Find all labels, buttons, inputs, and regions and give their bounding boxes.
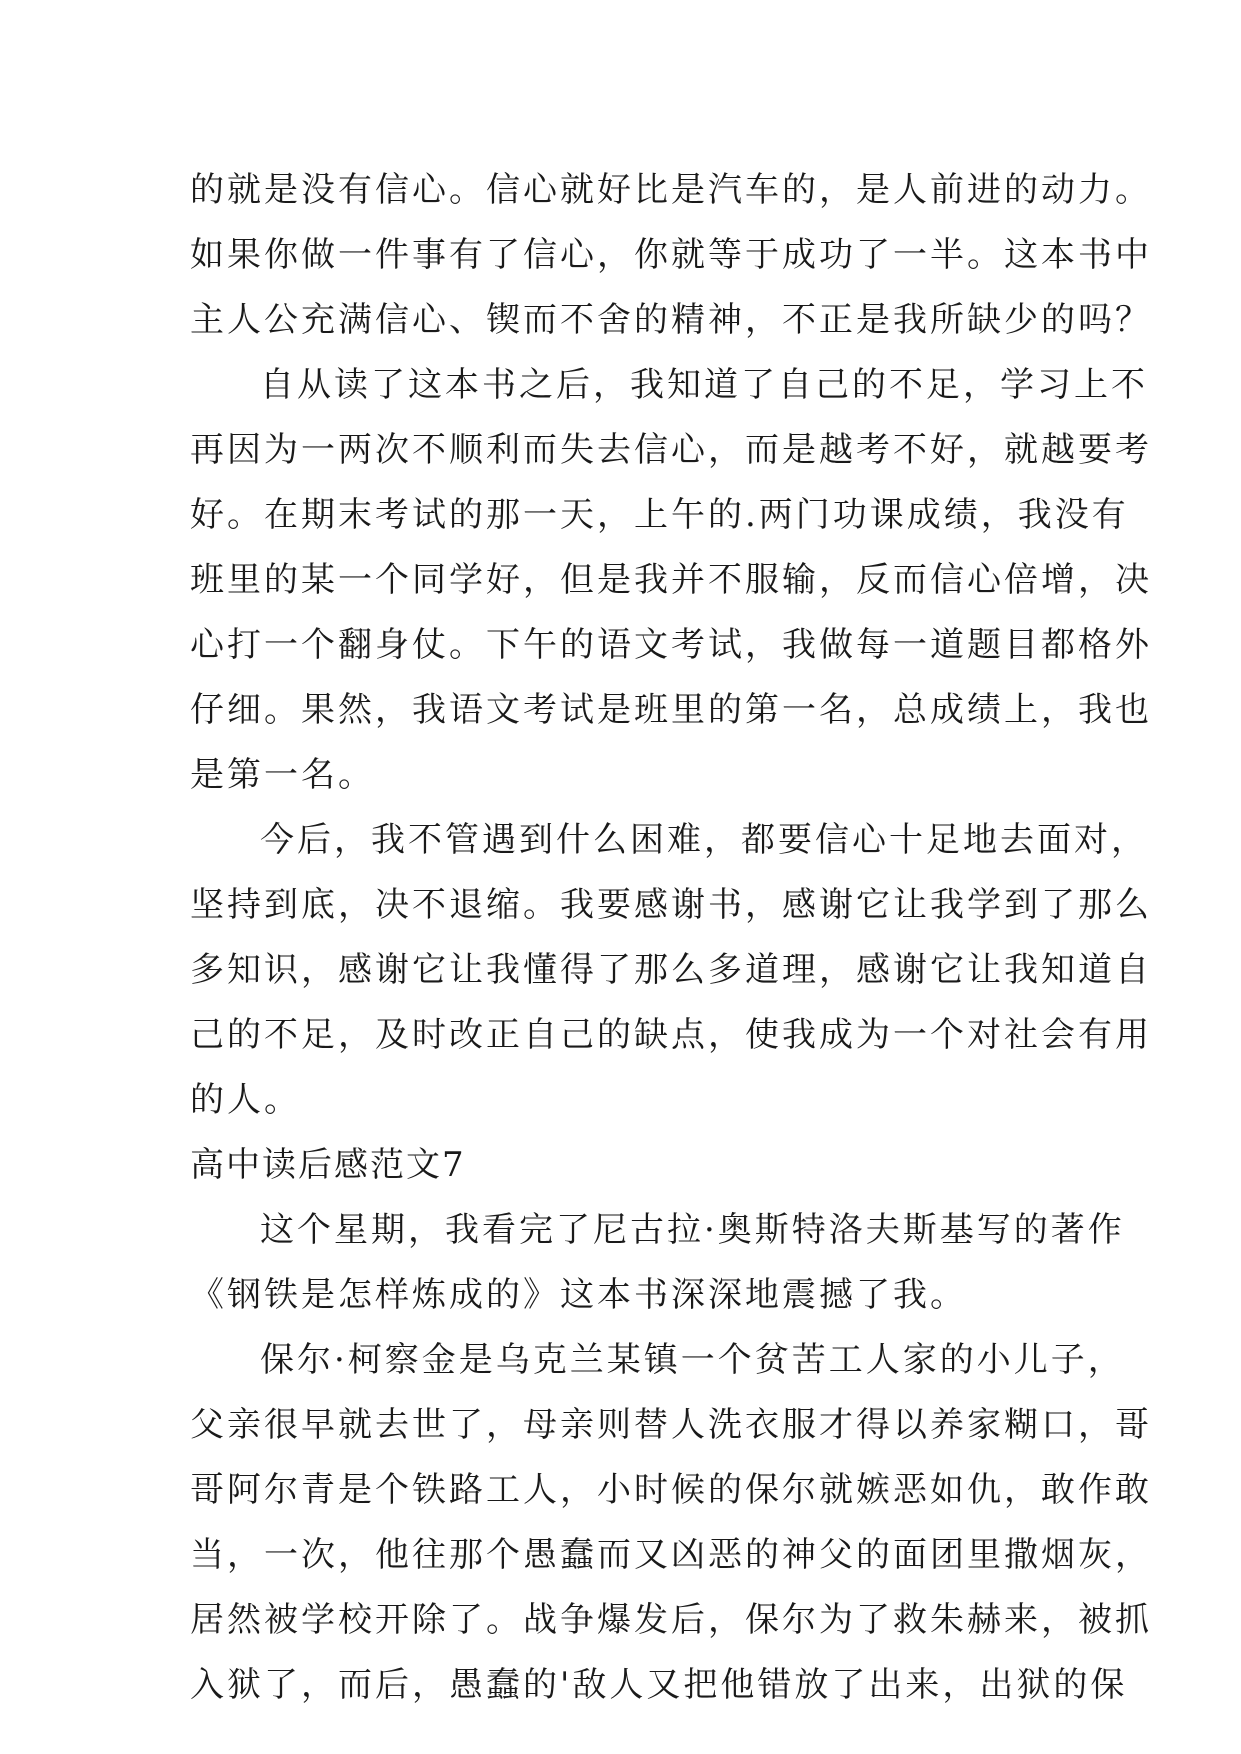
text-line: 再因为一两次不顺利而失去信心，而是越考不好，就越要考 xyxy=(190,430,1152,470)
text-line: 自从读了这本书之后，我知道了自己的不足，学习上不 xyxy=(260,365,1148,405)
paragraph-5 xyxy=(190,1328,1152,1718)
document-page xyxy=(190,158,1152,1718)
text-line: 班里的某一个同学好，但是我并不服输，反而信心倍增，决 xyxy=(190,560,1152,600)
text-line: 保尔·柯察金是乌克兰某镇一个贫苦工人家的小儿子， xyxy=(260,1340,1125,1380)
text-line: 的人。 xyxy=(190,1080,301,1120)
text-line: 今后，我不管遇到什么困难，都要信心十足地去面对， xyxy=(260,820,1148,860)
text-line: 父亲很早就去世了，母亲则替人洗衣服才得以养家糊口，哥 xyxy=(190,1405,1152,1445)
text-line: 这个星期，我看完了尼古拉·奥斯特洛夫斯基写的著作 xyxy=(260,1210,1125,1250)
heading-text: 高中读后感范文7 xyxy=(190,1145,466,1185)
text-line: 心打一个翻身仗。下午的语文考试，我做每一道题目都格外 xyxy=(190,625,1152,665)
text-line: 仔细。果然，我语文考试是班里的第一名，总成绩上，我也 xyxy=(190,690,1152,730)
paragraph-3 xyxy=(190,808,1152,1133)
paragraph-4 xyxy=(190,1198,1125,1328)
text-line: 主人公充满信心、锲而不舍的精神，不正是我所缺少的吗？ xyxy=(190,300,1152,340)
text-line: 入狱了，而后，愚蠢的'敌人又把他错放了出来，出狱的保 xyxy=(190,1665,1128,1705)
section-heading xyxy=(190,1133,1070,1198)
text-line: 当，一次，他往那个愚蠢而又凶恶的神父的面团里撒烟灰， xyxy=(190,1535,1152,1575)
text-line: 如果你做一件事有了信心，你就等于成功了一半。这本书中 xyxy=(190,235,1152,275)
text-line: 坚持到底，决不退缩。我要感谢书，感谢它让我学到了那么 xyxy=(190,885,1152,925)
text-line: 己的不足，及时改正自己的缺点，使我成为一个对社会有用 xyxy=(190,1015,1152,1055)
text-line: 多知识，感谢它让我懂得了那么多道理，感谢它让我知道自 xyxy=(190,950,1152,990)
text-line: 《钢铁是怎样炼成的》这本书深深地震撼了我。 xyxy=(190,1275,967,1315)
text-line: 是第一名。 xyxy=(190,755,375,795)
paragraph-1 xyxy=(190,158,1152,353)
text-line: 居然被学校开除了。战争爆发后，保尔为了救朱赫来，被抓 xyxy=(190,1600,1152,1640)
paragraph-2 xyxy=(190,353,1152,808)
text-line: 的就是没有信心。信心就好比是汽车的，是人前进的动力。 xyxy=(190,170,1152,210)
text-line: 哥阿尔青是个铁路工人，小时候的保尔就嫉恶如仇，敢作敢 xyxy=(190,1470,1152,1510)
text-line: 好。在期末考试的那一天，上午的.两门功课成绩，我没有 xyxy=(190,495,1129,535)
